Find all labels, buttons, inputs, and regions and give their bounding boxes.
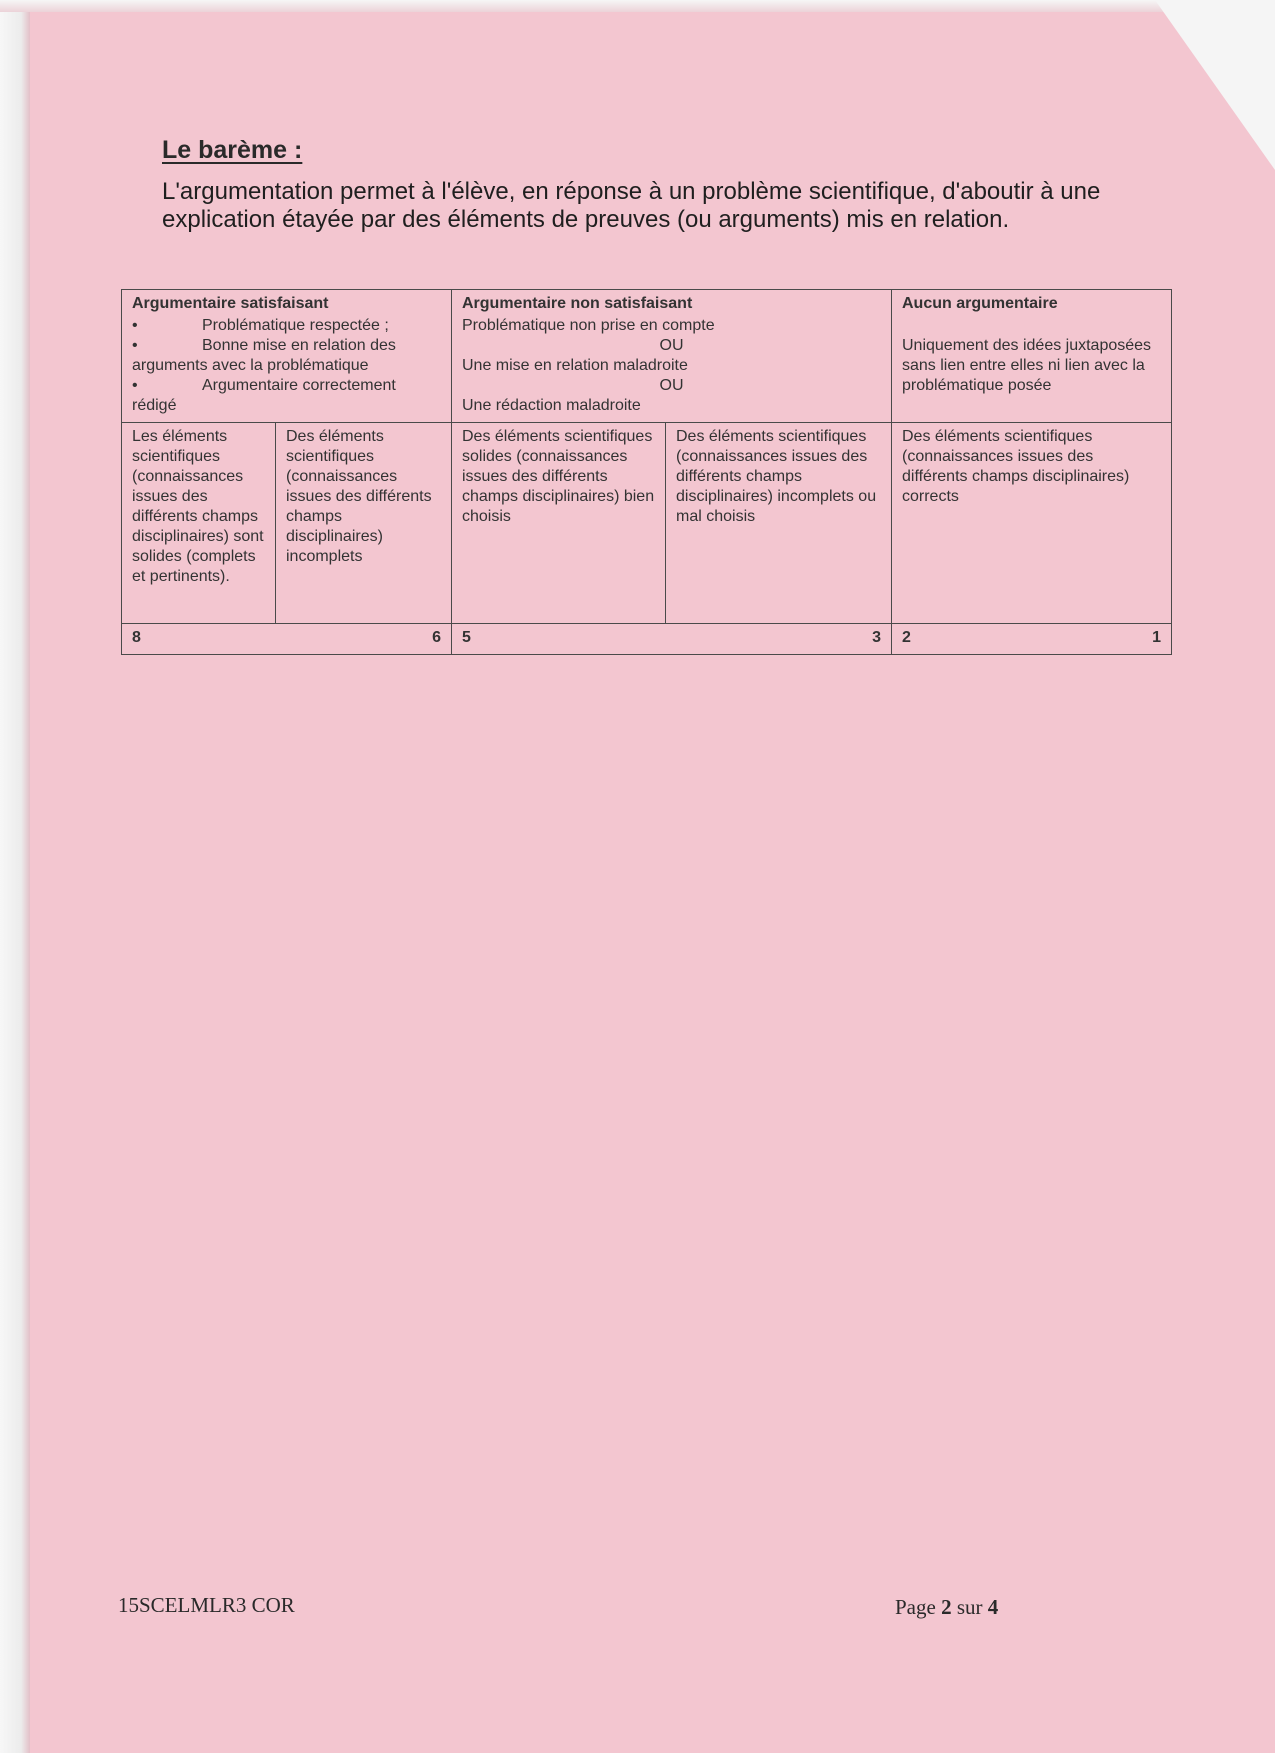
bullet-item: [132, 336, 441, 356]
header-satisfying: [122, 290, 452, 423]
rubric-header-row: [122, 290, 1172, 423]
page-current: 2: [941, 1595, 952, 1619]
score-high: 2: [902, 629, 911, 646]
rubric-score-row: [122, 624, 1172, 655]
intro-paragraph: L'argumentation permet à l'élève, en réponse à un problème scientifique, d'aboutir à une explication étayée par des éléments de preuves (ou arguments) mis en relation.: [162, 178, 1101, 233]
criterion-line: Problématique non prise en compte: [462, 317, 715, 334]
header-not-satisfying: [452, 290, 892, 423]
bullet-dot: •: [132, 317, 138, 334]
or-separator: OU: [659, 337, 684, 354]
folded-corner: [1155, 0, 1275, 170]
criteria-cell: Des éléments scientifiques (connaissances issues des différents champs disciplinaires) corrects: [892, 423, 1172, 624]
page-total: 4: [987, 1595, 999, 1619]
bullet-dot: •: [132, 337, 138, 354]
bullet-item: [132, 316, 441, 336]
bullet-text: Argumentaire correctement: [202, 377, 396, 394]
page-prefix: Page: [895, 1595, 936, 1619]
header-none-title: Aucun argumentaire: [902, 295, 1058, 312]
score-low: 6: [432, 629, 441, 646]
page-heading: Le barème :: [162, 136, 303, 164]
header-none: [892, 290, 1172, 423]
score-cell-none: [892, 624, 1172, 655]
criteria-cell: Les éléments scientifiques (connaissances issues des différents champs disciplinaires) sont solides (complets et pertinents).: [122, 423, 276, 624]
criterion-line: Une rédaction maladroite: [462, 397, 641, 414]
rubric-criteria-row: [122, 423, 1172, 624]
score-high: 5: [462, 629, 471, 646]
spacer: [902, 316, 1161, 336]
score-low: 1: [1152, 629, 1161, 646]
score-cell-satisfying: [122, 624, 452, 655]
page-of: sur: [956, 1595, 983, 1619]
header-none-text: Uniquement des idées juxtaposées sans lien entre elles ni lien avec la problématique posée: [902, 337, 1152, 394]
criteria-cell: Des éléments scientifiques (connaissances issues des différents champs disciplinaires) incomplets ou mal choisis: [666, 423, 892, 624]
grading-rubric-table: [121, 289, 1172, 655]
criterion-line: Une mise en relation maladroite: [462, 357, 688, 374]
score-cell-not-satisfying: [452, 624, 892, 655]
header-satisfying-title: Argumentaire satisfaisant: [132, 295, 329, 312]
document-code: 15SCELMLR3 COR: [118, 1593, 295, 1617]
bullet-text: Bonne mise en relation des: [202, 337, 396, 354]
criteria-cell: Des éléments scientifiques (connaissances issues des différents champs disciplinaires) incomplets: [276, 423, 452, 624]
header-not-satisfying-title: Argumentaire non satisfaisant: [462, 295, 693, 312]
bullet-text: Problématique respectée ;: [202, 317, 389, 334]
page-number: [895, 1595, 998, 1620]
criteria-cell: Des éléments scientifiques solides (connaissances issues des différents champs disciplinaires) bien choisis: [452, 423, 666, 624]
bullet-continuation: arguments avec la problématique: [132, 357, 369, 374]
bullet-item: [132, 376, 441, 396]
scan-margin: [0, 0, 30, 1753]
bullet-dot: •: [132, 377, 138, 394]
score-low: 3: [872, 629, 881, 646]
score-high: 8: [132, 629, 141, 646]
scan-top-edge: [0, 0, 1275, 12]
bullet-continuation: rédigé: [132, 397, 177, 414]
or-separator: OU: [659, 377, 684, 394]
